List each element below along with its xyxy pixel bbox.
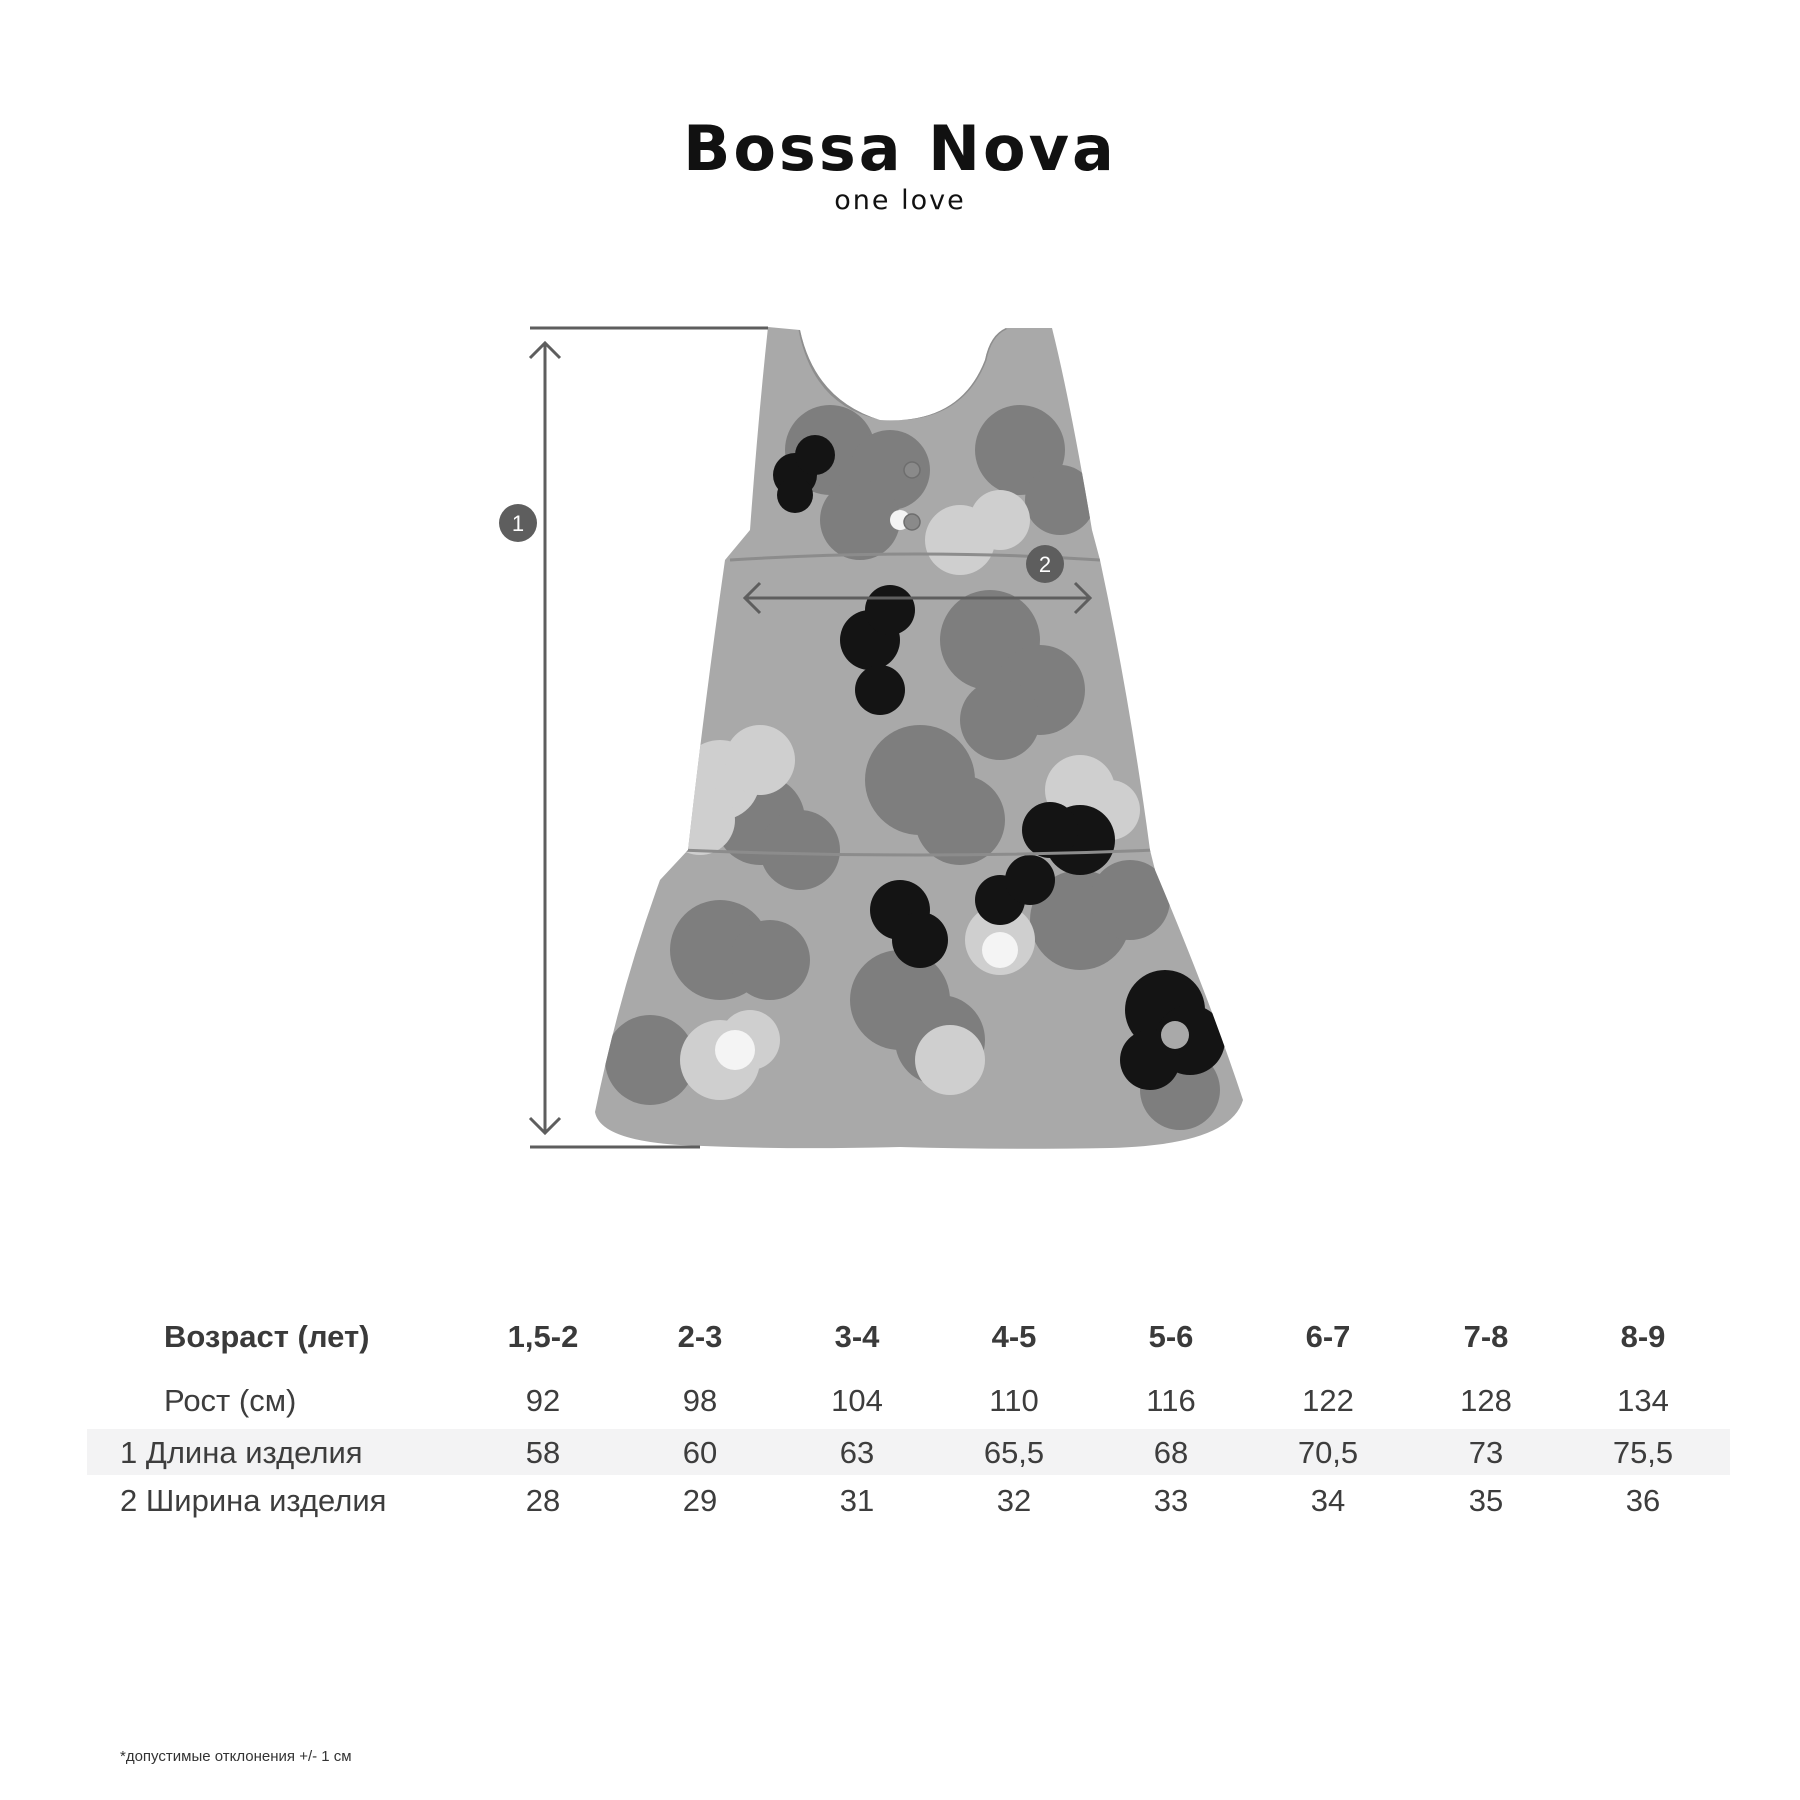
age-cell: 2-3 xyxy=(677,1319,723,1354)
height-row xyxy=(87,1369,1730,1429)
height-cell: 98 xyxy=(682,1383,718,1418)
width-cell: 33 xyxy=(1153,1483,1189,1518)
height-cell: 134 xyxy=(1617,1383,1669,1418)
length-row xyxy=(87,1429,1730,1475)
length-cell: 60 xyxy=(682,1435,718,1470)
width-label: 2 Ширина изделия xyxy=(120,1483,387,1518)
width-row xyxy=(87,1475,1730,1529)
length-cell: 63 xyxy=(839,1435,875,1470)
length-cell: 65,5 xyxy=(983,1435,1045,1470)
dress-measurement-figure xyxy=(470,320,1270,1160)
age-cell: 7-8 xyxy=(1463,1319,1509,1354)
age-cell: 6-7 xyxy=(1305,1319,1351,1354)
height-cell: 110 xyxy=(989,1383,1039,1418)
width-cell: 36 xyxy=(1625,1483,1661,1518)
size-table xyxy=(87,1307,1730,1529)
length-cell: 58 xyxy=(525,1435,561,1470)
height-cell: 116 xyxy=(1146,1383,1196,1418)
height-cell: 122 xyxy=(1302,1383,1354,1418)
age-cell: 8-9 xyxy=(1620,1319,1666,1354)
length-cell: 75,5 xyxy=(1612,1435,1674,1470)
age-cell: 3-4 xyxy=(834,1319,880,1354)
age-row xyxy=(87,1307,1730,1369)
brand-tagline: one love xyxy=(834,185,966,216)
width-cell: 29 xyxy=(682,1483,718,1518)
brand-logo: Bossa Nova xyxy=(683,112,1117,185)
age-cell: 1,5-2 xyxy=(507,1319,579,1354)
tolerance-footnote: *допустимые отклонения +/- 1 см xyxy=(120,1748,352,1765)
width-cell: 31 xyxy=(839,1483,875,1518)
age-cell: 5-6 xyxy=(1148,1319,1194,1354)
marker-2-label: 2 xyxy=(1038,552,1052,577)
length-cell: 68 xyxy=(1153,1435,1189,1470)
marker-1-label: 1 xyxy=(511,511,525,536)
age-cell: 4-5 xyxy=(991,1319,1037,1354)
length-cell: 73 xyxy=(1468,1435,1504,1470)
width-cell: 32 xyxy=(996,1483,1032,1518)
length-label: 1 Длина изделия xyxy=(120,1435,363,1470)
height-cell: 128 xyxy=(1460,1383,1512,1418)
length-cell: 70,5 xyxy=(1297,1435,1359,1470)
height-label: Рост (см) xyxy=(164,1383,297,1418)
width-cell: 35 xyxy=(1468,1483,1504,1518)
dress-image xyxy=(580,320,1260,1160)
width-cell: 28 xyxy=(525,1483,561,1518)
height-cell: 104 xyxy=(831,1383,883,1418)
width-cell: 34 xyxy=(1310,1483,1346,1518)
height-cell: 92 xyxy=(525,1383,561,1418)
age-label: Возраст (лет) xyxy=(164,1319,370,1354)
